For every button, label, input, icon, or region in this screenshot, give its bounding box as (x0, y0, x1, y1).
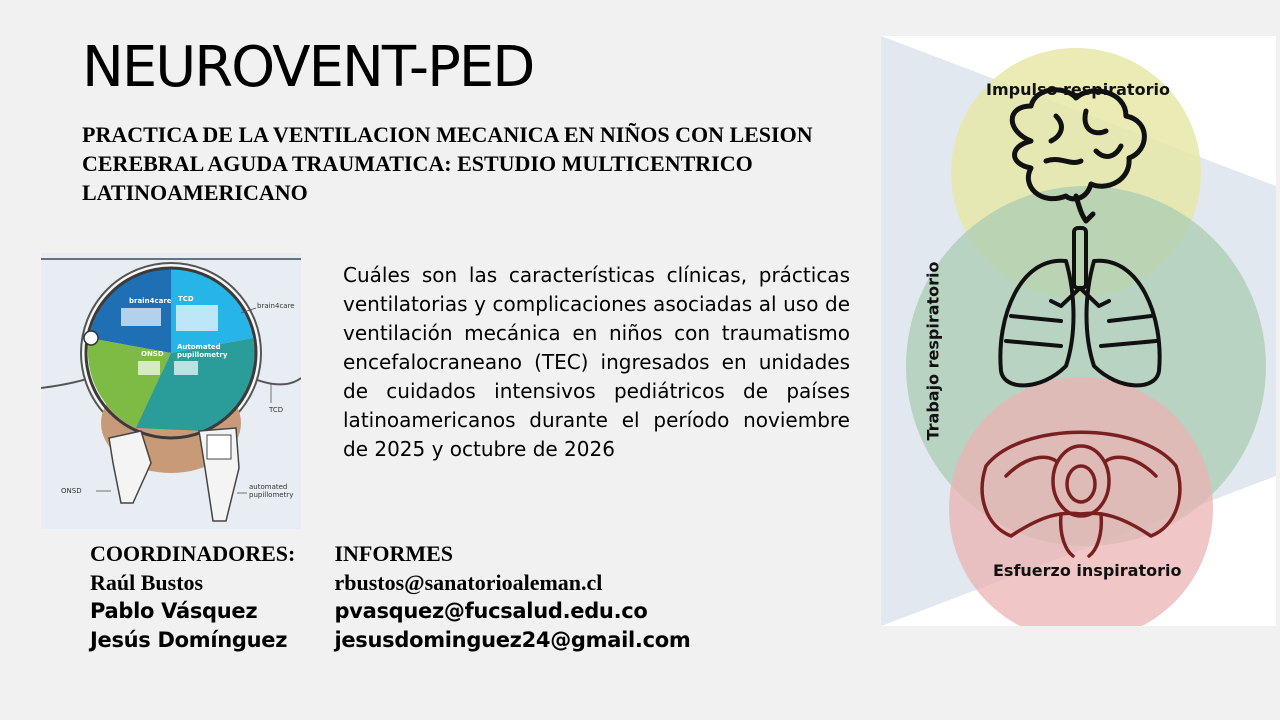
tcd-inner-label: TCD (178, 295, 194, 303)
coordinator-name: Pablo Vásquez (90, 599, 258, 623)
contacts-heading-row (90, 539, 690, 568)
effort-label: Esfuerzo inspiratorio (993, 561, 1182, 580)
coordinator-name: Jesús Domínguez (90, 628, 288, 652)
onsd-inner-label: ONSD (141, 350, 164, 358)
pupillometry-inner-label: Automated pupillometry (177, 343, 228, 359)
page-title: NEUROVENT-PED (82, 35, 534, 100)
coordinator-name: Raúl Bustos (90, 570, 204, 595)
tcd-outer-label: TCD (269, 406, 284, 414)
brain4care-outer-label: brain4care (257, 302, 295, 310)
respiratory-figure (881, 36, 1276, 626)
onsd-outer-label: ONSD (61, 487, 82, 495)
neuromonitoring-figure (41, 253, 301, 529)
contact-row (90, 597, 690, 626)
drive-label: Impulso respiratorio (986, 80, 1170, 99)
contact-row (90, 568, 690, 597)
info-heading: INFORMES (334, 541, 454, 566)
pupillometry-outer-label: automated pupillometry (249, 483, 294, 499)
work-label: Trabajo respiratorio (923, 261, 943, 441)
contact-email[interactable]: rbustos@sanatorioaleman.cl (334, 570, 603, 595)
research-question: Cuáles son las características clínicas, prácticas ventilatorias y complicaciones asociadas al uso de ventilación mecánica en niños con traumatismo encefalocraneano (TEC) ingresados en unidades de cuidados intensivos pediátricos de países latinoamericanos durante el período noviembre de 2025 y octubre de 2026 (343, 263, 850, 461)
contacts-section (90, 539, 690, 655)
coordinators-heading: COORDINADORES: (90, 541, 296, 566)
contact-row (90, 626, 690, 655)
contact-email[interactable]: pvasquez@fucsalud.edu.co (334, 599, 648, 623)
study-subtitle: PRACTICA DE LA VENTILACION MECANICA EN NIÑOS CON LESION CEREBRAL AGUDA TRAUMATICA: ESTUDIO MULTICENTRICO LATINOAMERICANO (82, 122, 813, 205)
brain4care-inner-label: brain4care (129, 297, 172, 305)
contact-email[interactable]: jesusdominguez24@gmail.com (334, 628, 691, 652)
